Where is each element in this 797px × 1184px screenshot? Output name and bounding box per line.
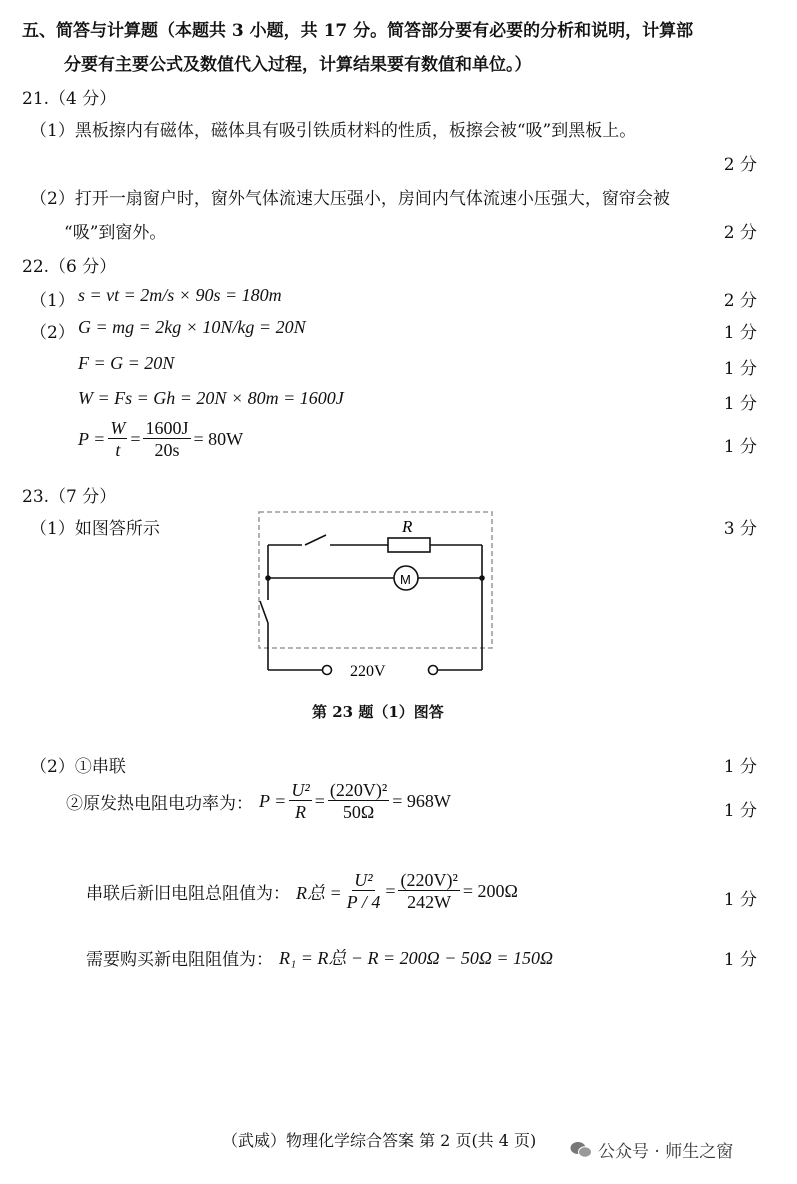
formula-original-power-score: 1 分 <box>723 801 757 821</box>
fraction-denominator: R <box>295 802 307 822</box>
fraction-numerator: 1600J <box>145 418 189 438</box>
formula-power-result: = 80W <box>193 429 244 449</box>
formula-total-resistance: 串联后新旧电阻总阻值为： R总 = $\frac{\text{U²}}{P / 4}$ = $\frac{\text{(220V)²}}{242W}$ = 200Ω <box>86 870 518 912</box>
formula-lhs: P = <box>259 791 287 811</box>
formula-original-power-prefix: ②原发热电阻电功率为： <box>66 794 253 814</box>
formula-result: = 200Ω <box>462 881 518 901</box>
formula-power-fraction2 <box>143 418 190 461</box>
formula-power: P = $\frac{W}{t}$ = $\frac{1600J}{20s}$ = 80W <box>78 418 244 460</box>
formula-force: F = G = 20N <box>78 353 175 373</box>
formula-power-score: 1 分 <box>723 437 757 457</box>
formula-total-resistance-prefix: 串联后新旧电阻总阻值为： <box>86 884 290 904</box>
fraction-numerator: U² <box>291 780 310 800</box>
question-22-part1-score: 2 分 <box>723 291 757 311</box>
question-21-part2-score: 2 分 <box>723 223 757 243</box>
page-footer: （武威）物理化学综合答案 第 2 页(共 4 页) <box>222 1131 537 1150</box>
question-23-part1: （1）如图答所示 <box>30 519 160 539</box>
formula-new-resistor-expression: R₁ = R总 − R = 200Ω − 50Ω = 150Ω <box>279 948 554 968</box>
question-21-title: 21.（4 分） <box>22 89 117 109</box>
question-23-title: 23.（7 分） <box>22 487 117 507</box>
formula-new-resistor-prefix: 需要购买新电阻阻值为： <box>86 949 273 970</box>
voltage-label: 220V <box>350 663 386 680</box>
watermark-text: 公众号 · 师生之窗 <box>598 1142 734 1162</box>
formula-lhs: R总 = <box>296 882 342 903</box>
question-22-title: 22.（6 分） <box>22 257 117 277</box>
fraction-numerator: W <box>110 418 126 438</box>
fraction-numerator: (220V)² <box>329 780 388 800</box>
terminal-right <box>429 666 438 675</box>
switch-1-blade <box>305 535 326 545</box>
fraction-denominator: 20s <box>154 440 180 460</box>
formula-power-lhs: P = <box>78 429 106 449</box>
formula-new-resistor-score: 1 分 <box>723 950 757 970</box>
formula-work: W = Fs = Gh = 20N × 80m = 1600J <box>78 388 344 408</box>
formula-new-resistor <box>86 944 553 970</box>
formula-work-score: 1 分 <box>723 394 757 414</box>
formula-gravity: G = mg = 2kg × 10N/kg = 20N <box>78 317 306 337</box>
fraction-numerator: U² <box>354 870 373 890</box>
fraction-denominator: P / 4 <box>346 892 381 912</box>
motor-label: M <box>400 572 411 587</box>
section-header-line2: 分要有主要公式及数值代入过程，计算结果要有数值和单位。） <box>64 55 532 75</box>
formula-fraction <box>345 870 383 913</box>
watermark <box>570 1137 733 1162</box>
question-21-part1-score: 2 分 <box>723 155 757 175</box>
dashed-enclosure <box>259 512 492 648</box>
question-21-part1: （1）黑板擦内有磁体，磁体具有吸引铁质材料的性质，板擦会被“吸”到黑板上。 <box>30 121 637 141</box>
terminal-left <box>323 666 332 675</box>
question-23-part2-score: 1 分 <box>723 757 757 777</box>
formula-original-power: ②原发热电阻电功率为： P = $\frac{\text{U²}}{R}$ = $\frac{\text{(220V)²}}{50\Omega}$ = 968W <box>66 780 451 822</box>
question-23-part1-score: 3 分 <box>723 519 757 539</box>
formula-force-score: 1 分 <box>723 359 757 379</box>
formula-fraction <box>328 780 389 823</box>
formula-power-fraction1 <box>108 418 127 461</box>
question-21-part2-line2: “吸”到窗外。 <box>64 223 167 243</box>
question-23-part2: （2）①串联 <box>30 757 126 777</box>
fraction-denominator: t <box>115 440 121 460</box>
circuit-diagram <box>250 505 500 685</box>
fraction-denominator: 242W <box>407 892 452 912</box>
junction-dot <box>265 575 271 581</box>
formula-fraction <box>289 780 311 823</box>
question-22-part1-formula: s = vt = 2m/s × 90s = 180m <box>78 285 282 305</box>
formula-total-resistance-score: 1 分 <box>723 890 757 910</box>
fraction-numerator: (220V)² <box>400 870 458 890</box>
resistor-label: R <box>402 517 413 536</box>
figure-caption: 第 23 题（1）图答 <box>312 703 444 721</box>
question-21-part2-line1: （2）打开一扇窗户时，窗外气体流速大压强小，房间内气体流速小压强大，窗帘会被 <box>30 189 670 209</box>
junction-dot <box>479 575 485 581</box>
resistor-symbol <box>388 538 430 552</box>
wechat-icon <box>570 1141 592 1159</box>
question-22-part2-label: （2） <box>30 323 75 343</box>
formula-gravity-score: 1 分 <box>723 323 757 343</box>
formula-result: = 968W <box>392 791 451 811</box>
fraction-denominator: 50Ω <box>342 802 375 822</box>
formula-fraction <box>398 870 459 913</box>
question-22-part1-label: （1） <box>30 291 75 311</box>
section-header-line1: 五、简答与计算题（本题共 3 小题，共 17 分。简答部分要有必要的分析和说明，计算部 <box>22 21 694 41</box>
